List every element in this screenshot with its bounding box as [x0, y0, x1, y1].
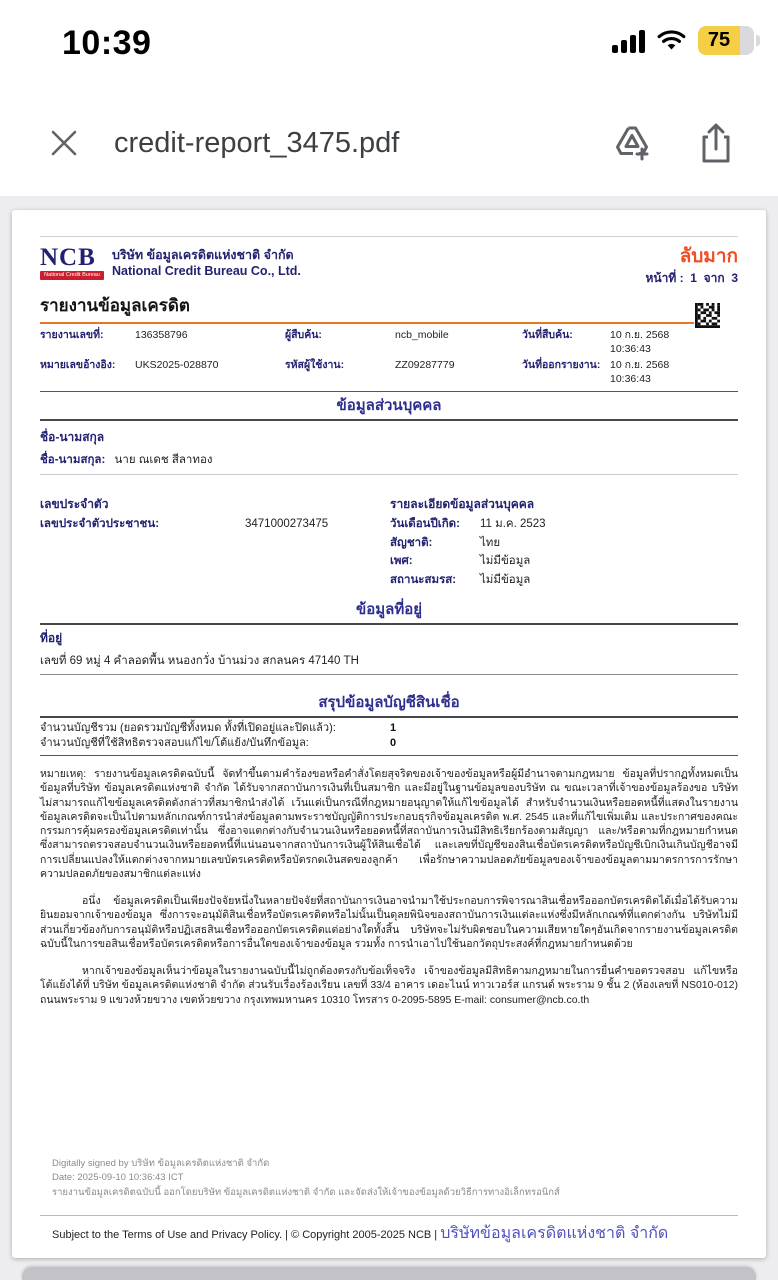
ncb-logo-banner: National Credit Bureau [40, 271, 104, 280]
detail-value: ไทย [480, 536, 501, 549]
ncb-logo [40, 246, 104, 288]
close-icon [49, 128, 79, 158]
summary-label: จำนวนบัญชีรวม (ยอดรวมบัญชีทั้งหมด ทั้งที่เปิดอยู่และปิดแล้ว): [40, 722, 336, 734]
info-value: ZZ09287779 [395, 359, 455, 371]
footer-text: Subject to the Terms of Use and Privacy Policy. | © Copyright 2005-2025 NCB | [52, 1229, 441, 1241]
company-name-en: National Credit Bureau Co., Ltd. [112, 264, 301, 278]
note-paragraph-3: หากเจ้าของข้อมูลเห็นว่าข้อมูลในรายงานฉบับนี้ไม่ถูกต้องตรงกับข้อเท็จจริง เจ้าของข้อมูลมีสิทธิตามกฎหมายในการยื่นคำขอตรวจสอบ แก้ไขหรือโต้แย้งได้ที่ บริษัท ข้อมูลเครดิตแห่งชาติ จำกัด ส่วนรับเรื่องร้องเรียน เลขที่ 33/4 อาคาร เดอะไนน์ ทาวเวอร์ส แกรนด์ พระราม 9 ชั้น 2 (ห้องเลขที่ NS010-012) ถนนพระราม 9 แขวงห้วยขวาง เขตห้วยขวาง กรุงเทพมหานคร 10310 โทรสาร 0-2095-5895 E-mail: consumer@ncb.co.th [40, 965, 738, 1006]
detail-value: 11 ม.ค. 2523 [480, 518, 546, 530]
wifi-icon [655, 29, 688, 53]
signature-line-3: รายงานข้อมูลเครดิตฉบับนี้ ออกโดยบริษัท ข้อมูลเครดิตแห่งชาติ จำกัด และจัดส่งให้เจ้าของข้อมูลด้วยวิธีการทางอิเล็กทรอนิกส์ [52, 1186, 560, 1198]
report-title: รายงานข้อมูลเครดิต [40, 296, 190, 315]
info-value: ncb_mobile [395, 329, 449, 341]
page-footer [40, 1215, 738, 1246]
summary-value: 1 [390, 722, 397, 734]
clock: 10:39 [62, 24, 152, 62]
note-paragraph-1: หมายเหตุ: รายงานข้อมูลเครดิตฉบับนี้ จัดทำขึ้นตามคำร้องขอหรือคำสั่งโดยสุจริตของเจ้าของข้อมูลหรือผู้มีอำนาจตามกฎหมาย ข้อมูลที่ปรากฏทั้งหมดเป็นข้อมูลที่บริษัท ข้อมูลเครดิตแห่งชาติ จำกัด ได้รับจากสถาบันการเงินที่เป็นสมาชิก และมีอยู่ในฐานข้อมูลของบริษัท ณ ขณะเวลาที่เจ้าของข้อมูลร้องขอ บริษัทไม่สามารถแก้ไขข้อมูลเครดิตดังกล่าวที่สมาชิกนำส่งได้ เว้นแต่เป็นกรณีที่กฎหมายอนุญาตให้แก้ไขข้อมูลได้ สำหรับจำนวนเงินหรือยอดหนี้ที่แสดงในรายงานข้อมูลเครดิตจะเป็นไปตามหลักเกณฑ์การนำส่งข้อมูลตามพระราชบัญญัติการประกอบธุรกิจข้อมูลเครดิต พ.ศ. 2545 และที่แก้ไขเพิ่มเติม และประกาศของคณะกรรมการคุ้มครองข้อมูลเครดิตเท่านั้น ซึ่งอาจแตกต่างกับจำนวนเงินหรือยอดหนี้ที่สถาบันการเงินมีสิทธิเรียกร้องตามสัญญา และ/หรือตามที่กฎหมายกำหนด ซึ่งสามารถตรวจสอบจำนวนเงินหรือยอดหนี้ที่แน่นอนจากสถาบันการเงินผู้ให้สินเชื่อได้ และเลขที่บัญชีของสินเชื่อบัตรเครดิตหรือบัญชีเบิกเงินเกินบัญชีอาจมีการเปลี่ยนแปลงให้แตกต่างจากหมายเลขบัตรเครดิตหรือบัตรกดเงินสดของลูกค้า เพื่อรักษาความปลอดภัยข้อมูลของเจ้าของข้อมูลตามมาตรการการรักษาความปลอดภัยของสมาชิกแต่ละแห่ง [40, 768, 738, 880]
info-label: รหัสผู้ใช้งาน: [285, 359, 345, 371]
signature-line-1: Digitally signed by บริษัท ข้อมูลเครดิตแห่งชาติ จำกัด [52, 1157, 270, 1169]
section-address-title: ข้อมูลที่อยู่ [40, 596, 738, 625]
pdf-page-1 [12, 210, 766, 1258]
battery-icon [698, 26, 754, 55]
battery-nub [756, 35, 760, 46]
id-section-header: เลขประจำตัว [40, 497, 109, 511]
detail-value: ไม่มีข้อมูล [480, 555, 531, 567]
report-info-table [40, 328, 704, 386]
divider [40, 474, 738, 475]
detail-label: สัญชาติ: [390, 536, 433, 549]
add-to-drive-button[interactable] [610, 121, 654, 165]
detail-value: ไม่มีข้อมูล [480, 573, 531, 586]
pdf-page-2-edge[interactable] [22, 1267, 756, 1280]
document-title: credit-report_3475.pdf [114, 126, 400, 159]
disclaimer-notes [40, 767, 738, 1007]
info-value: 10 ก.ย. 2568 10:36:43 [610, 359, 670, 385]
note-paragraph-2: อนึ่ง ข้อมูลเครดิตเป็นเพียงปัจจัยหนึ่งในหลายปัจจัยที่สถาบันการเงินอาจนำมาใช้ประกอบการพิจารณาสินเชื่อหรือออกบัตรเครดิตได้เมื่อได้รับความยินยอมจากเจ้าของข้อมูล ซึ่งการจะอนุมัติสินเชื่อหรือบัตรเครดิตหรือไม่นั้นเป็นดุลยพินิจของสถาบันการเงินแต่ละแห่งซึ่งมีหลักเกณฑ์ที่แตกต่างกัน บริษัทไม่มีส่วนเกี่ยวข้องกับการอนุมัติหรือปฏิเสธสินเชื่อหรือออกบัตรเครดิตแต่อย่างใดทั้งสิ้น บริษัทจะไม่รับผิดชอบในความเสียหายใดๆอันเกิดจากรายงานข้อมูลเครดิตฉบับนี้ในการขอสินเชื่อหรือบัตรเครดิตหรือการอื่นใดของเจ้าของข้อมูล รวมทั้ง การนำเอาไปใช้นอกวัตถุประสงค์ที่กฎหมายกำหนดด้วย [40, 895, 738, 950]
summary-row [40, 721, 738, 736]
name-section-header: ชื่อ-นามสกุล [40, 430, 105, 444]
summary-row [40, 736, 738, 751]
add-to-drive-icon [611, 122, 653, 164]
info-label: วันที่ออกรายงาน: [522, 359, 601, 371]
info-label: ผู้สืบค้น: [285, 329, 322, 341]
status-bar [0, 0, 778, 90]
info-label: วันที่สืบค้น: [522, 329, 573, 341]
detail-label: เพศ: [390, 555, 413, 567]
ncb-logo-text: NCB [40, 244, 96, 271]
info-value: UKS2025-028870 [135, 359, 219, 371]
id-value: 3471000273475 [245, 518, 329, 530]
section-personal-title: ข้อมูลส่วนบุคคล [40, 392, 738, 421]
battery-percent: 75 [707, 29, 731, 51]
pdf-canvas[interactable] [0, 196, 778, 1280]
info-label: หมายเลขอ้างอิง: [40, 359, 116, 371]
address-header: ที่อยู่ [40, 631, 63, 645]
company-name-th: บริษัท ข้อมูลเครดิตแห่งชาติ จำกัด [112, 248, 294, 262]
share-icon [698, 121, 734, 165]
details-section-header: รายละเอียดข้อมูลส่วนบุคคล [390, 497, 535, 511]
info-value: 136358796 [135, 329, 188, 341]
id-label: เลขประจำตัวประชาชน: [40, 518, 160, 530]
orange-rule [40, 322, 694, 324]
info-value: 10 ก.ย. 2568 10:36:43 [610, 329, 670, 355]
detail-label: สถานะสมรส: [390, 573, 457, 586]
digital-signature [52, 1157, 560, 1201]
page-number-label: หน้าที่ : 1 จาก 3 [645, 271, 738, 285]
footer-company-link[interactable]: บริษัทข้อมูลเครดิตแห่งชาติ จำกัด [440, 1225, 669, 1242]
cellular-signal-icon [612, 29, 645, 53]
share-button[interactable] [694, 121, 738, 165]
document-header [40, 246, 738, 386]
pdf-viewer-toolbar [0, 90, 778, 196]
summary-label: จำนวนบัญชีที่ใช้สิทธิตรวจสอบแก้ไข/โต้แย้ง/บันทึกข้อมูล: [40, 737, 309, 749]
address-value: เลขที่ 69 หมู่ 4 คำลอดพื้น หนองกวั่ง บ้านม่วง สกลนคร 47140 TH [40, 652, 738, 675]
info-label: รายงานเลขที่: [40, 329, 104, 341]
page-top-rule [40, 236, 738, 237]
confidential-label: ลับมาก [679, 246, 738, 267]
ncb-brand [40, 246, 301, 288]
section-summary-title: สรุปข้อมูลบัญชีสินเชื่อ [40, 689, 738, 718]
summary-value: 0 [390, 737, 397, 749]
detail-label: วันเดือนปีเกิด: [390, 518, 460, 530]
barcode-icon [695, 303, 720, 328]
close-button[interactable] [42, 121, 86, 165]
name-value: นาย ณเดช สีลาทอง [114, 454, 213, 466]
signature-line-2: Date: 2025-09-10 10:36:43 ICT [52, 1172, 184, 1183]
name-label: ชื่อ-นามสกุล: [40, 454, 106, 466]
